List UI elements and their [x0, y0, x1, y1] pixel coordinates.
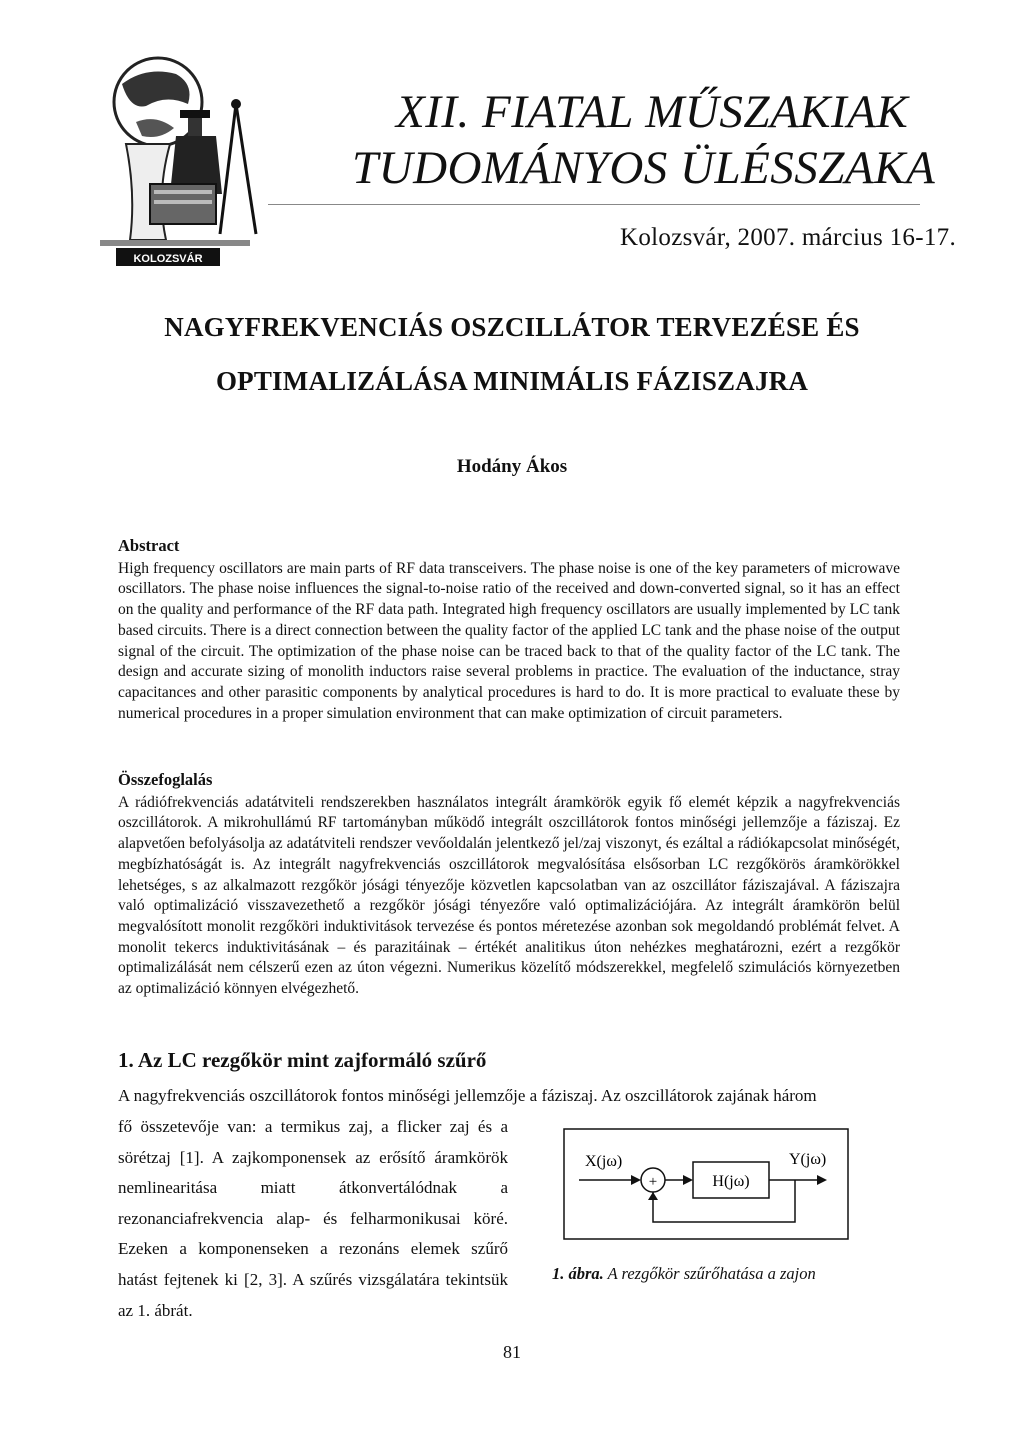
section1-lead: A nagyfrekvenciás oszcillátorok fontos minőségi jellemzője a fáziszaj. Az oszcillátorok zajának három — [118, 1086, 817, 1105]
block-diagram-figure — [563, 1128, 849, 1240]
abstract-heading: Abstract — [118, 536, 180, 555]
author-name: Hodány Ákos — [456, 456, 568, 477]
section1-body: fő összetevője van: a termikus zaj, a flicker zaj és a sörétzaj [1]. A zajkomponensek az erősítő áramkörök nemlinearitása miatt átkonvertálódnak a rezonanciafrekvencia alap- és felharmonikusai köré. Ezeken a komponenseken a rezonáns elemek szűrő hatást fejtenek ki [2, 3]. A szűrés vizsgálatára tekintsük az 1. ábrát. — [118, 1117, 508, 1320]
conference-logo — [96, 44, 268, 266]
conference-title-line2: TUDOMÁNYOS ÜLÉSSZAKA — [352, 142, 936, 194]
abstract-text: High frequency oscillators are main parts of RF data transceivers. The phase noise is one of the key parameters of microwave oscillators. The phase noise influences the signal-to-noise ratio of the received and down-converted signal, so it has an effect on the quality and performance of the RF data path. Integrated high frequency oscillators are usually implemented by LC tank based circuits. There is a direct connection between the quality factor of the applied LC tank and the phase noise of the output signal of the circuit. The optimization of the phase noise can be traced back to that of the quality factor of the LC tank. The design and accurate sizing of monolith inductors raise several problems in practice. The evaluation of the inductance, stray capacitances and other parasitic components by analytical procedures is hard to do. It is more practical to evaluate these by numerical procedures in a proper simulation environment that can make optimization of circuit parameters. — [118, 559, 900, 722]
header-rule — [268, 204, 920, 205]
summary-text: A rádiófrekvenciás adatátviteli rendszerekben használatos integrált áramkörök egyik fő elemét képzik a nagyfrekvenciás oszcillátorok. A mikrohullámú RF tartományban működő integrált oszcillátorok fontos minőségi jellemzője a fáziszaj. Ez alapvetően befolyásolja az adatátviteli rendszer vevőoldalán jelentkező jel/zaj viszonyt, és ezáltal a rádiókapcsolat minőségét, megbízhatóságát is. Az integrált nagyfrekvenciás oszcillátorok megvalósítása elsősorban LC rezgőkörös áramkörökkel lehetséges, s az alkalmazott rezgőkör jósági tényezője közvetlen kapcsolatban van az oszcillátor fáziszajával. A fáziszajra való optimalizáció visszavezethető a rezgőkör jósági tényezőre való optimalizációjára. Az integrált áramkörön belül megvalósított monolit rezgőköri induktivitások tervezése és pontos méretezése azonban sok megoldandó problémát felvet. A monolit tekercs induktivitásának – és parazitáinak – értékét analitikus úton nehézkes meghatározni, ezért a rezgőkör optimalizálását nem célszerű ezen az úton végezni. Numerikus közelítő módszerekkel, megfelelő szimulációs környezetben az optimalizáció könnyen elvégezhető. — [118, 793, 900, 998]
summary-section — [118, 770, 900, 1000]
conference-title-line1: XII. FIATAL MŰSZAKIAK — [396, 86, 909, 138]
conference-date: Kolozsvár, 2007. március 16-17. — [620, 224, 957, 251]
paper-title-line1: NAGYFREKVENCIÁS OSZCILLÁTOR TERVEZÉSE ÉS — [164, 312, 860, 342]
abstract-section — [118, 536, 900, 724]
sum-to-block-arrow — [683, 1175, 693, 1185]
input-arrow-head — [631, 1175, 641, 1185]
page-number: 81 — [503, 1342, 521, 1362]
conference-title — [352, 84, 952, 196]
section1-title: 1. Az LC rezgőkör mint zajformáló szűrő — [118, 1048, 487, 1072]
sum-label: + — [648, 1174, 658, 1190]
figure-caption-number: 1. ábra. — [552, 1264, 604, 1283]
figure-caption — [552, 1264, 872, 1284]
block-label: H(jω) — [712, 1173, 750, 1190]
summary-heading: Összefoglalás — [118, 770, 213, 789]
logo-label: KOLOZSVÁR — [133, 253, 203, 265]
output-arrow-head — [817, 1175, 827, 1185]
figure-caption-text: A rezgőkör szűrőhatása a zajon — [607, 1264, 816, 1283]
feedback-arrow-head — [648, 1192, 658, 1200]
paper-title-line2: OPTIMALIZÁLÁSA MINIMÁLIS FÁZISZAJRA — [215, 366, 809, 396]
input-label: X(jω) — [585, 1153, 623, 1170]
output-label: Y(jω) — [789, 1151, 827, 1168]
paper-title — [100, 300, 924, 408]
